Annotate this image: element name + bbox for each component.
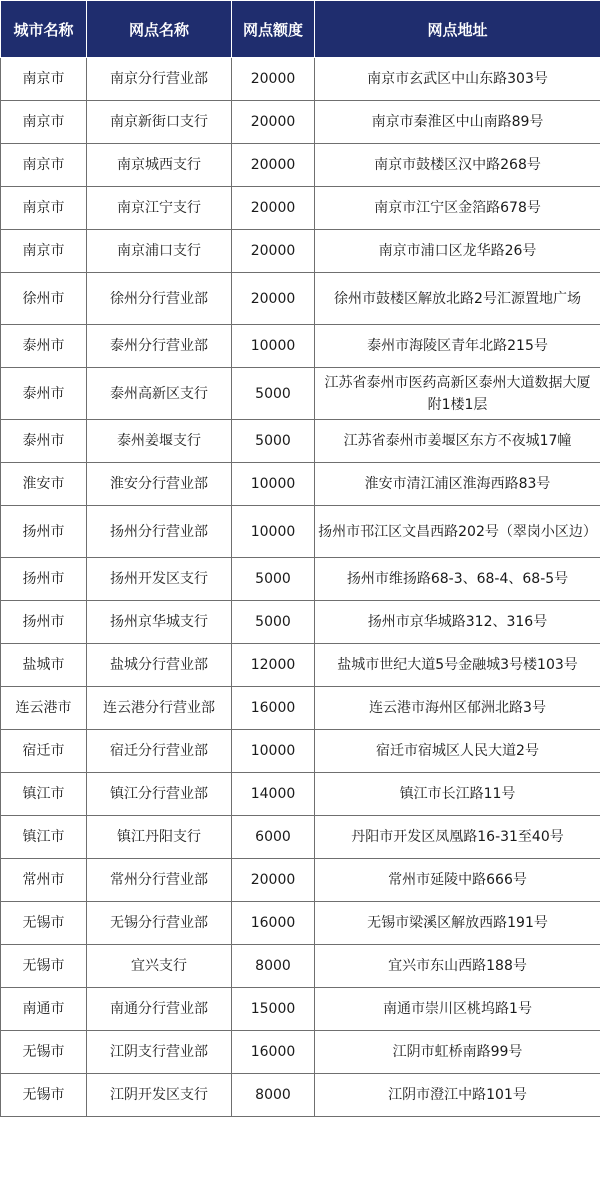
cell-branch: 南京新街口支行	[87, 101, 232, 144]
table-row	[1, 58, 600, 101]
table-row	[1, 816, 600, 859]
cell-city: 无锡市	[1, 1031, 87, 1074]
cell-city: 镇江市	[1, 816, 87, 859]
cell-address: 扬州市邗江区文昌西路202号（翠岗小区边）	[315, 506, 600, 558]
cell-quota: 8000	[232, 945, 315, 988]
cell-address: 镇江市长江路11号	[315, 773, 600, 816]
cell-quota: 5000	[232, 601, 315, 644]
cell-address: 江阴市澄江中路101号	[315, 1074, 600, 1117]
table-header-row	[1, 1, 600, 58]
cell-address: 江阴市虹桥南路99号	[315, 1031, 600, 1074]
cell-city: 泰州市	[1, 420, 87, 463]
cell-branch: 淮安分行营业部	[87, 463, 232, 506]
cell-address: 南京市玄武区中山东路303号	[315, 58, 600, 101]
cell-branch: 泰州分行营业部	[87, 325, 232, 368]
table-row	[1, 325, 600, 368]
header-branch: 网点名称	[87, 1, 232, 58]
cell-city: 南京市	[1, 230, 87, 273]
cell-address: 盐城市世纪大道5号金融城3号楼103号	[315, 644, 600, 687]
cell-city: 泰州市	[1, 325, 87, 368]
cell-branch: 镇江分行营业部	[87, 773, 232, 816]
cell-address: 扬州市京华城路312、316号	[315, 601, 600, 644]
cell-quota: 12000	[232, 644, 315, 687]
cell-quota: 6000	[232, 816, 315, 859]
table-row	[1, 506, 600, 558]
cell-city: 南通市	[1, 988, 87, 1031]
table-row	[1, 773, 600, 816]
table-body	[1, 58, 600, 1117]
cell-city: 常州市	[1, 859, 87, 902]
cell-quota: 16000	[232, 902, 315, 945]
cell-city: 无锡市	[1, 1074, 87, 1117]
cell-quota: 14000	[232, 773, 315, 816]
table-row	[1, 230, 600, 273]
table-row	[1, 859, 600, 902]
header-quota: 网点额度	[232, 1, 315, 58]
cell-quota: 5000	[232, 558, 315, 601]
table-row	[1, 1074, 600, 1117]
cell-address: 徐州市鼓楼区解放北路2号汇源置地广场	[315, 273, 600, 325]
cell-branch: 南京浦口支行	[87, 230, 232, 273]
table-row	[1, 1031, 600, 1074]
table-row	[1, 368, 600, 420]
cell-branch: 南京江宁支行	[87, 187, 232, 230]
cell-address: 南京市鼓楼区汉中路268号	[315, 144, 600, 187]
table-row	[1, 601, 600, 644]
cell-quota: 20000	[232, 273, 315, 325]
cell-city: 连云港市	[1, 687, 87, 730]
cell-branch: 宜兴支行	[87, 945, 232, 988]
cell-address: 连云港市海州区郁洲北路3号	[315, 687, 600, 730]
cell-branch: 扬州分行营业部	[87, 506, 232, 558]
table-row	[1, 463, 600, 506]
cell-address: 宿迁市宿城区人民大道2号	[315, 730, 600, 773]
table-row	[1, 144, 600, 187]
cell-address: 江苏省泰州市姜堰区东方不夜城17幢	[315, 420, 600, 463]
cell-city: 扬州市	[1, 558, 87, 601]
cell-branch: 徐州分行营业部	[87, 273, 232, 325]
cell-city: 南京市	[1, 144, 87, 187]
cell-address: 南京市浦口区龙华路26号	[315, 230, 600, 273]
cell-quota: 5000	[232, 368, 315, 420]
cell-branch: 宿迁分行营业部	[87, 730, 232, 773]
cell-quota: 15000	[232, 988, 315, 1031]
cell-address: 南京市秦淮区中山南路89号	[315, 101, 600, 144]
cell-city: 盐城市	[1, 644, 87, 687]
table-row	[1, 187, 600, 230]
cell-address: 泰州市海陵区青年北路215号	[315, 325, 600, 368]
cell-branch: 无锡分行营业部	[87, 902, 232, 945]
cell-quota: 5000	[232, 420, 315, 463]
header-address: 网点地址	[315, 1, 600, 58]
cell-branch: 南通分行营业部	[87, 988, 232, 1031]
cell-branch: 常州分行营业部	[87, 859, 232, 902]
cell-address: 江苏省泰州市医药高新区泰州大道数据大厦附1楼1层	[315, 368, 600, 420]
cell-city: 南京市	[1, 187, 87, 230]
cell-quota: 20000	[232, 859, 315, 902]
table-row	[1, 988, 600, 1031]
cell-address: 宜兴市东山西路188号	[315, 945, 600, 988]
cell-quota: 20000	[232, 230, 315, 273]
cell-branch: 镇江丹阳支行	[87, 816, 232, 859]
cell-branch: 盐城分行营业部	[87, 644, 232, 687]
table-row	[1, 644, 600, 687]
cell-city: 南京市	[1, 101, 87, 144]
table-row	[1, 687, 600, 730]
cell-branch: 连云港分行营业部	[87, 687, 232, 730]
cell-city: 泰州市	[1, 368, 87, 420]
table-row	[1, 420, 600, 463]
cell-address: 扬州市维扬路68-3、68-4、68-5号	[315, 558, 600, 601]
cell-branch: 扬州京华城支行	[87, 601, 232, 644]
cell-city: 南京市	[1, 58, 87, 101]
table-row	[1, 902, 600, 945]
cell-address: 常州市延陵中路666号	[315, 859, 600, 902]
cell-branch: 江阴开发区支行	[87, 1074, 232, 1117]
cell-city: 无锡市	[1, 945, 87, 988]
cell-quota: 20000	[232, 101, 315, 144]
table-row	[1, 101, 600, 144]
cell-address: 南京市江宁区金箔路678号	[315, 187, 600, 230]
cell-address: 淮安市清江浦区淮海西路83号	[315, 463, 600, 506]
cell-city: 徐州市	[1, 273, 87, 325]
cell-quota: 20000	[232, 58, 315, 101]
cell-address: 无锡市梁溪区解放西路191号	[315, 902, 600, 945]
table-row	[1, 730, 600, 773]
cell-quota: 8000	[232, 1074, 315, 1117]
cell-quota: 20000	[232, 144, 315, 187]
cell-city: 镇江市	[1, 773, 87, 816]
cell-branch: 泰州高新区支行	[87, 368, 232, 420]
cell-city: 淮安市	[1, 463, 87, 506]
cell-branch: 泰州姜堰支行	[87, 420, 232, 463]
cell-branch: 南京分行营业部	[87, 58, 232, 101]
cell-address: 南通市崇川区桃坞路1号	[315, 988, 600, 1031]
cell-quota: 20000	[232, 187, 315, 230]
cell-quota: 10000	[232, 730, 315, 773]
table-row	[1, 558, 600, 601]
cell-branch: 扬州开发区支行	[87, 558, 232, 601]
cell-quota: 10000	[232, 463, 315, 506]
table-row	[1, 273, 600, 325]
cell-quota: 16000	[232, 1031, 315, 1074]
cell-quota: 10000	[232, 506, 315, 558]
header-city: 城市名称	[1, 1, 87, 58]
cell-branch: 南京城西支行	[87, 144, 232, 187]
cell-address: 丹阳市开发区凤凰路16-31至40号	[315, 816, 600, 859]
cell-city: 宿迁市	[1, 730, 87, 773]
cell-branch: 江阴支行营业部	[87, 1031, 232, 1074]
cell-quota: 10000	[232, 325, 315, 368]
cell-city: 扬州市	[1, 601, 87, 644]
table-row	[1, 945, 600, 988]
cell-city: 无锡市	[1, 902, 87, 945]
cell-city: 扬州市	[1, 506, 87, 558]
cell-quota: 16000	[232, 687, 315, 730]
